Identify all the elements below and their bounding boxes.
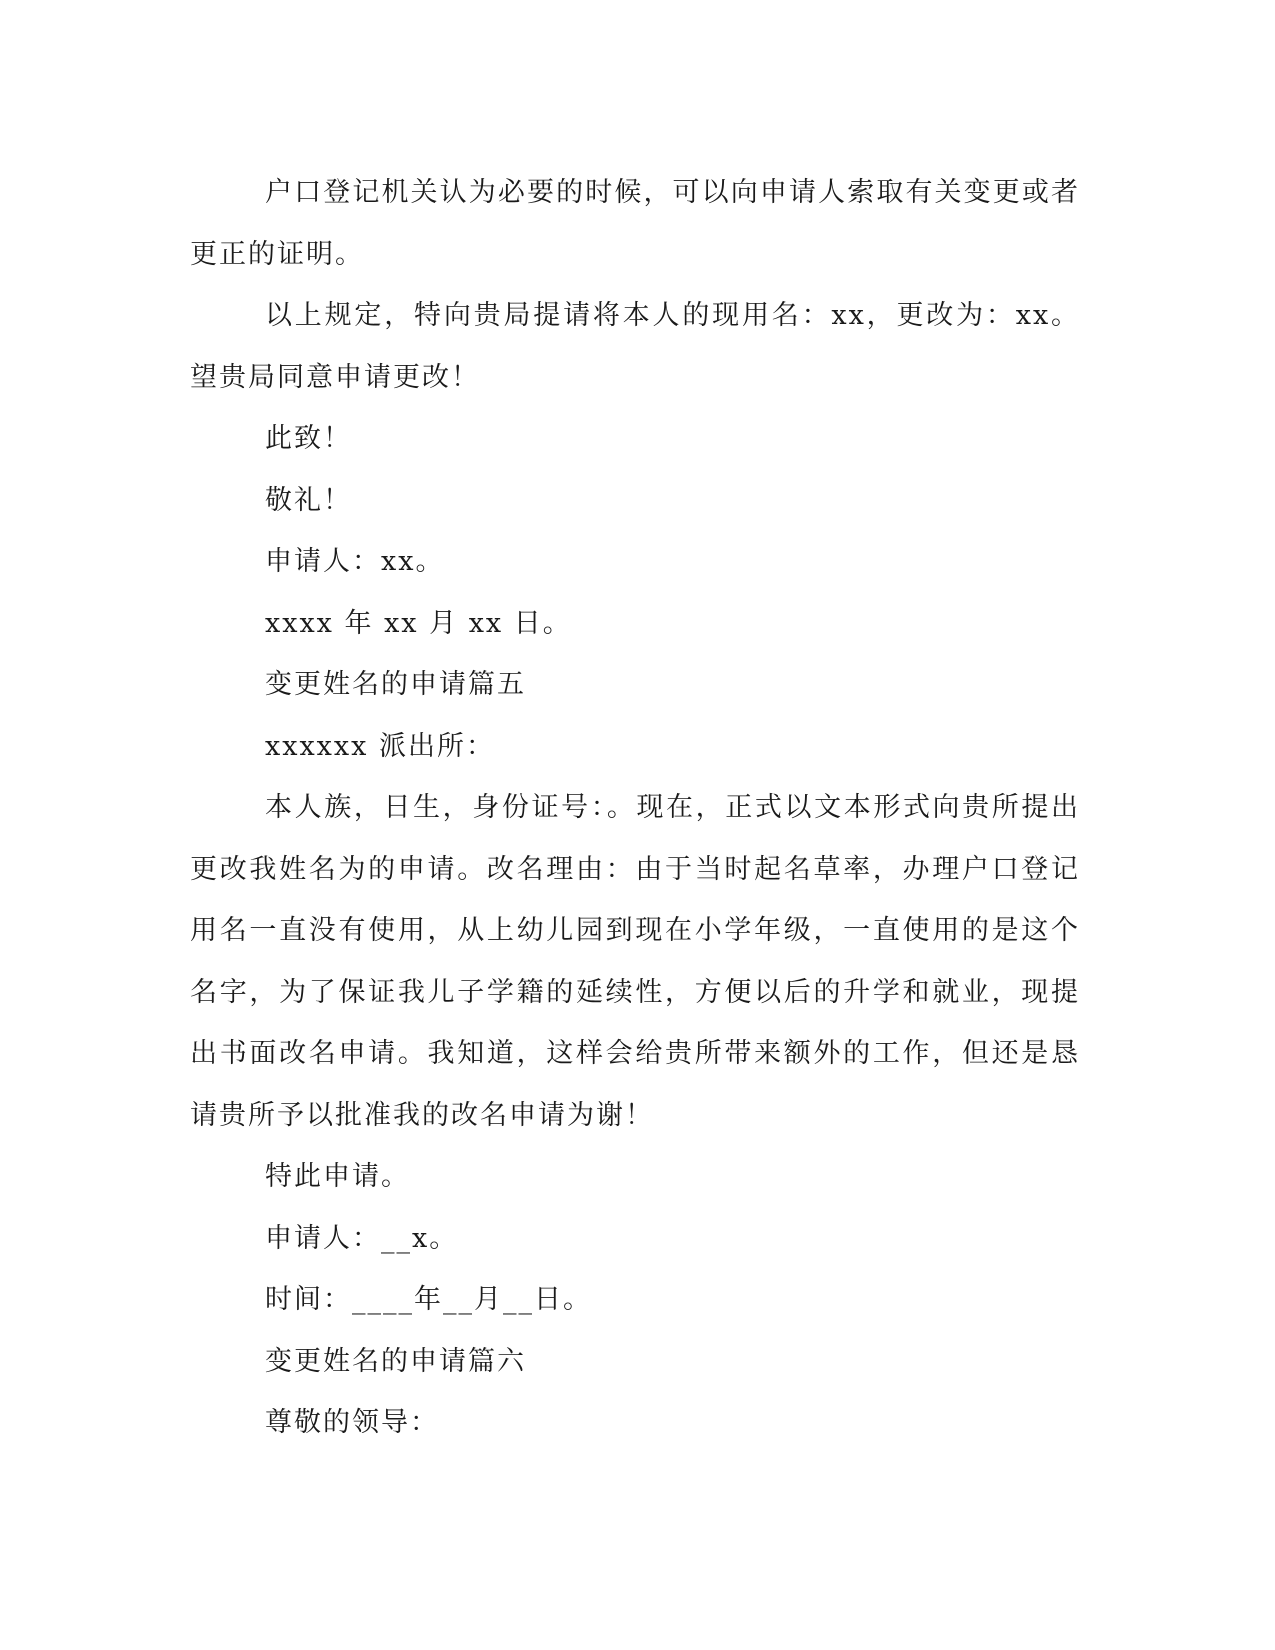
paragraph-time-blank: 时间：____年__月__日。 — [265, 1284, 592, 1315]
section-heading-five: 变更姓名的申请篇五 — [265, 669, 526, 700]
paragraph-applicant: 申请人：xx。 — [265, 546, 445, 577]
paragraph-police-station: xxxxxx 派出所： — [265, 730, 495, 762]
paragraph-rename-reason: 本人族，日生，身份证号：。现在，正式以文本形式向贵所提出更改我姓名为的申请。改名理由：由于当时起名草率，办理户口登记用名一直没有使用，从上幼儿园到现在小学年级，一直使用的是这个名字，为了保证我儿子学籍的延续性，方便以后的升学和就业，现提出书面改名申请。我知道，这样会给贵所带来额外的工作，但还是恳请贵所予以批准我的改名申请为谢！ — [190, 792, 1080, 1131]
paragraph-registration-proof: 户口登记机关认为必要的时候，可以向申请人索取有关变更或者更正的证明。 — [190, 177, 1080, 270]
paragraph-salutation-cizhi: 此致！ — [265, 423, 352, 454]
paragraph-name-change-request: 以上规定，特向贵局提请将本人的现用名：xx，更改为：xx。望贵局同意申请更改！ — [190, 300, 1080, 393]
paragraph-special-request: 特此申请。 — [265, 1161, 410, 1192]
paragraph-applicant-blank: 申请人：__x。 — [265, 1222, 459, 1254]
paragraph-dear-leader: 尊敬的领导： — [265, 1407, 439, 1438]
paragraph-date: xxxx 年 xx 月 xx 日。 — [265, 607, 572, 639]
paragraph-salutation-jingli: 敬礼！ — [265, 484, 352, 516]
section-heading-six: 变更姓名的申请篇六 — [265, 1345, 526, 1377]
document-body — [190, 162, 1080, 1454]
